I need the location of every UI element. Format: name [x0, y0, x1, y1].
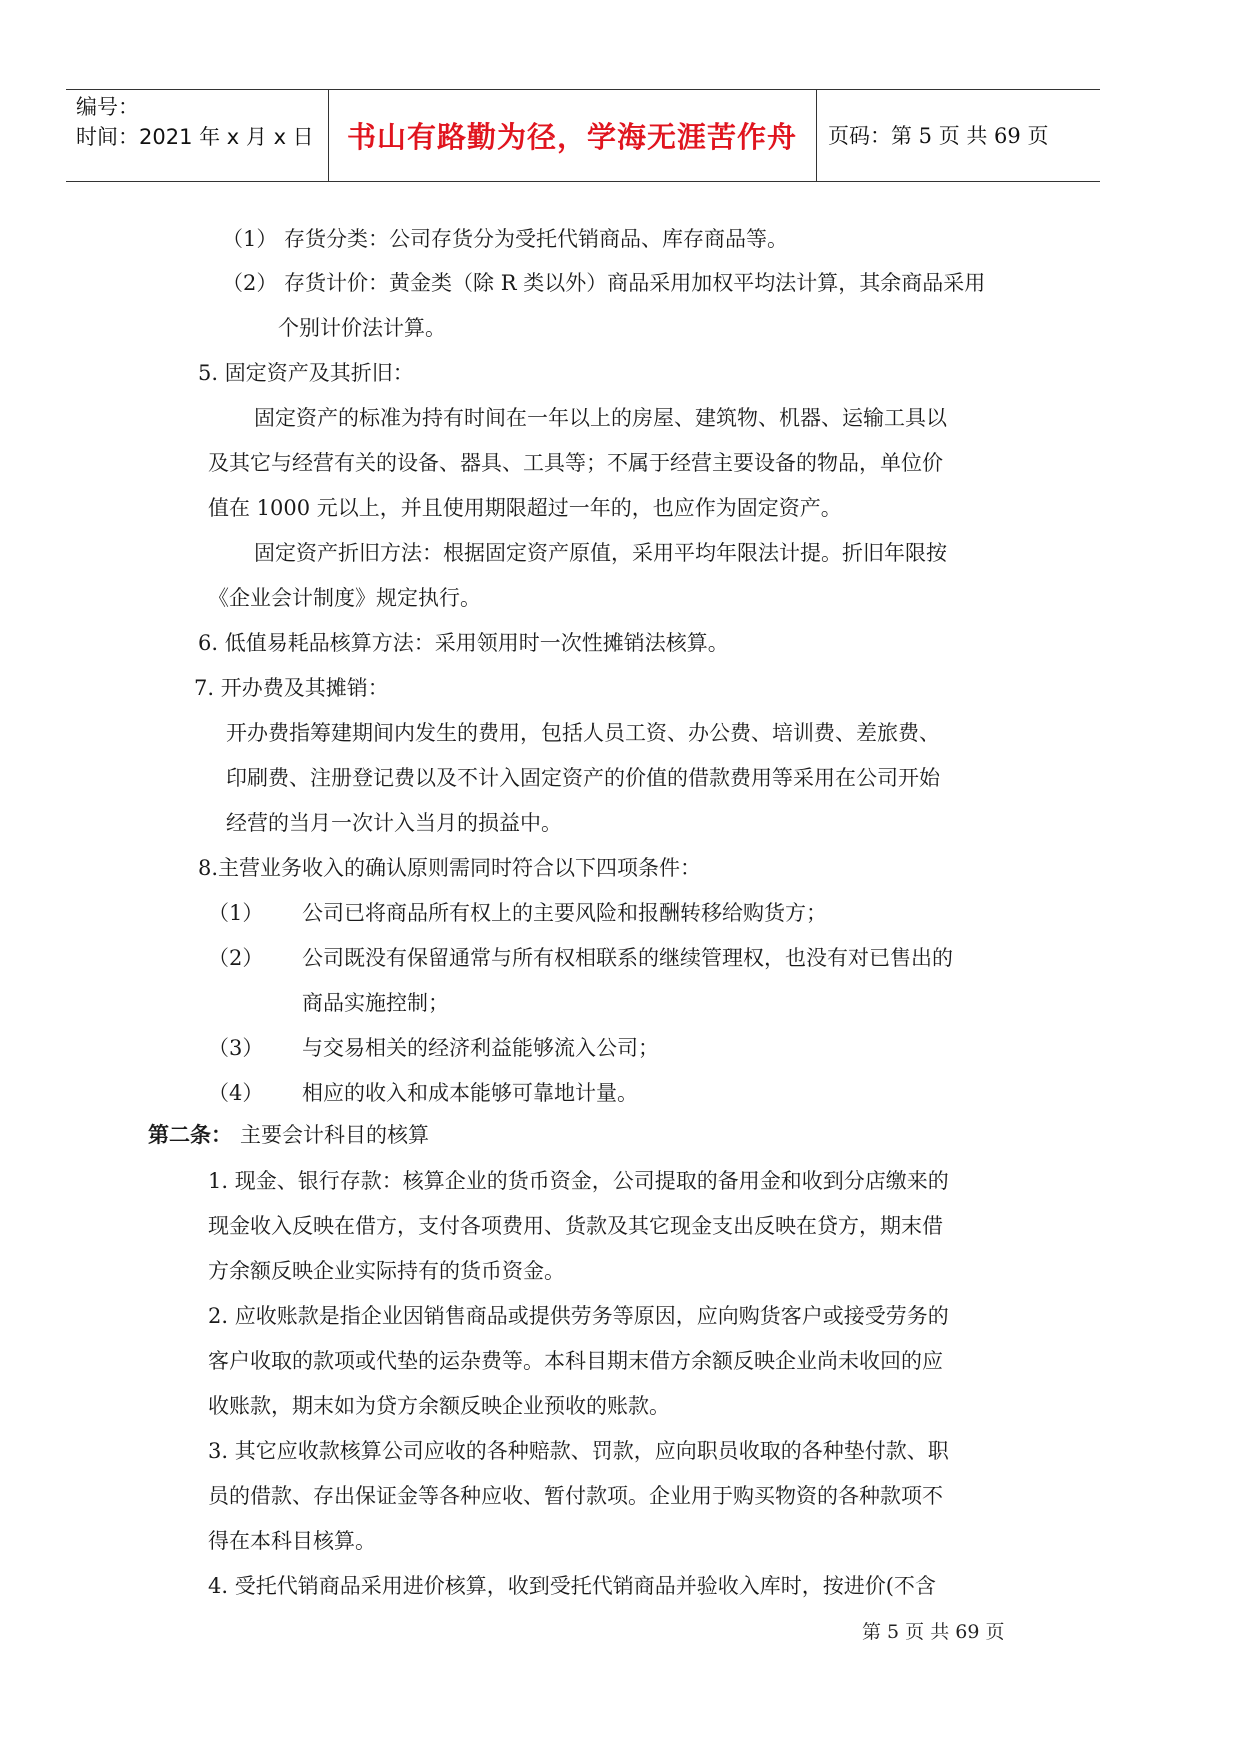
- list-item: 商品实施控制；: [302, 991, 449, 1015]
- section-heading: 5. 固定资产及其折旧：: [198, 361, 414, 385]
- paragraph-line: 客户收取的款项或代垫的运杂费等。本科目期末借方余额反映企业尚未收回的应: [208, 1349, 943, 1373]
- paragraph-line: 得在本科目核算。: [208, 1529, 376, 1553]
- list-marker: （3）: [208, 1036, 264, 1060]
- section-heading: 7. 开办费及其摊销：: [194, 676, 389, 700]
- paragraph-line: 1. 现金、银行存款：核算企业的货币资金，公司提取的备用金和收到分店缴来的: [208, 1169, 949, 1193]
- header-meta: [76, 92, 314, 152]
- list-marker: （1）: [208, 901, 264, 925]
- page-footer: 第 5 页 共 69 页: [862, 1621, 1005, 1643]
- list-item: 公司既没有保留通常与所有权相联系的继续管理权，也没有对已售出的: [302, 946, 953, 970]
- paragraph-line: 及其它与经营有关的设备、器具、工具等；不属于经营主要设备的物品，单位价: [208, 451, 943, 475]
- section-heading: 6. 低值易耗品核算方法：采用领用时一次性摊销法核算。: [198, 631, 729, 655]
- header-divider: [816, 90, 817, 181]
- paragraph-line: 收账款，期末如为贷方余额反映企业预收的账款。: [208, 1394, 670, 1418]
- list-item: 相应的收入和成本能够可靠地计量。: [302, 1081, 638, 1105]
- paragraph-line: 值在 1000 元以上，并且使用期限超过一年的，也应作为固定资产。: [208, 496, 842, 520]
- section-heading: 8.主营业务收入的确认原则需同时符合以下四项条件：: [198, 856, 702, 880]
- paragraph-line: 经营的当月一次计入当月的损益中。: [226, 811, 562, 835]
- paragraph-line: （1） 存货分类：公司存货分为受托代销商品、库存商品等。: [222, 227, 789, 251]
- paragraph-line: 2. 应收账款是指企业因销售商品或提供劳务等原因，应向购货客户或接受劳务的: [208, 1304, 949, 1328]
- paragraph-line: 4. 受托代销商品采用进价核算，收到受托代销商品并验收入库时，按进价(不含: [208, 1574, 936, 1598]
- document-date-label: 时间：2021 年 x 月 x 日: [76, 125, 314, 149]
- document-number-label: 编号：: [76, 95, 139, 119]
- paragraph-line: 员的借款、存出保证金等各种应收、暂付款项。企业用于购买物资的各种款项不: [208, 1484, 943, 1508]
- paragraph-line: 3. 其它应收款核算公司应收的各种赔款、罚款，应向职员收取的各种垫付款、职: [208, 1439, 949, 1463]
- page-header: [66, 89, 1100, 182]
- paragraph-line: 方余额反映企业实际持有的货币资金。: [208, 1259, 565, 1283]
- list-marker: （2）: [208, 946, 264, 970]
- header-page-number: 页码：第 5 页 共 69 页: [828, 124, 1049, 148]
- header-motto: 书山有路勤为径，学海无涯苦作舟: [346, 119, 797, 154]
- list-marker: （4）: [208, 1081, 264, 1105]
- list-item: 与交易相关的经济利益能够流入公司；: [302, 1036, 659, 1060]
- paragraph-line: （2） 存货计价：黄金类（除 R 类以外）商品采用加权平均法计算，其余商品采用: [222, 271, 986, 295]
- paragraph-line: 固定资产折旧方法：根据固定资产原值，采用平均年限法计提。折旧年限按: [254, 541, 947, 565]
- paragraph-line: 《企业会计制度》规定执行。: [208, 586, 481, 610]
- paragraph-line: 印刷费、注册登记费以及不计入固定资产的价值的借款费用等采用在公司开始: [226, 766, 940, 790]
- paragraph-line: 现金收入反映在借方，支付各项费用、货款及其它现金支出反映在贷方，期末借: [208, 1214, 943, 1238]
- paragraph-line: 固定资产的标准为持有时间在一年以上的房屋、建筑物、机器、运输工具以: [254, 406, 947, 430]
- list-item: 公司已将商品所有权上的主要风险和报酬转移给购货方；: [302, 901, 827, 925]
- article-heading: 第二条：: [148, 1123, 232, 1147]
- paragraph-line: 个别计价法计算。: [278, 316, 446, 340]
- article-title: 主要会计科目的核算: [240, 1123, 429, 1147]
- paragraph-line: 开办费指筹建期间内发生的费用，包括人员工资、办公费、培训费、差旅费、: [226, 721, 940, 745]
